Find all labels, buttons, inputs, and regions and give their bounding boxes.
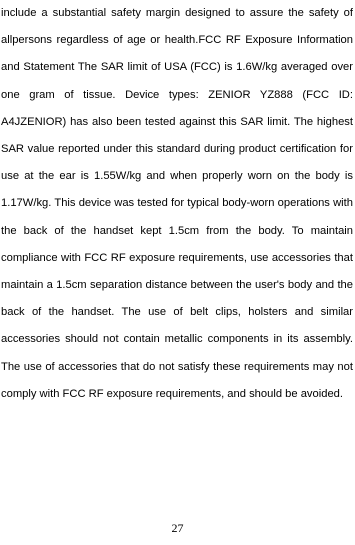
page-number: 27 xyxy=(171,521,184,535)
body-paragraph: include a substantial safety margin designed to assure the safety of allpersons regardless of age or health.FCC RF Exposure Information and Statement The SAR limit of USA (FCC) is 1.6W/kg averaged over one gram of tissue. Device types: ZENIOR YZ888 (FCC ID: A4JZENIOR) has also been tested against this SAR limit. The highest SAR value reported under this standard during product certification for use at the ear is 1.55W/kg and when properly worn on the body is 1.17W/kg. This device was tested for typical body-worn operations with the back of the handset kept 1.5cm from the body. To maintain compliance with FCC RF exposure requirements, use accessories that maintain a 1.5cm separation distance between the user's body and the back of the handset. The use of belt clips, holsters and similar accessories should not contain metallic components in its assembly. The use of accessories that do not satisfy these requirements may not comply with FCC RF exposure requirements, and should be avoided. xyxy=(1,7,353,400)
